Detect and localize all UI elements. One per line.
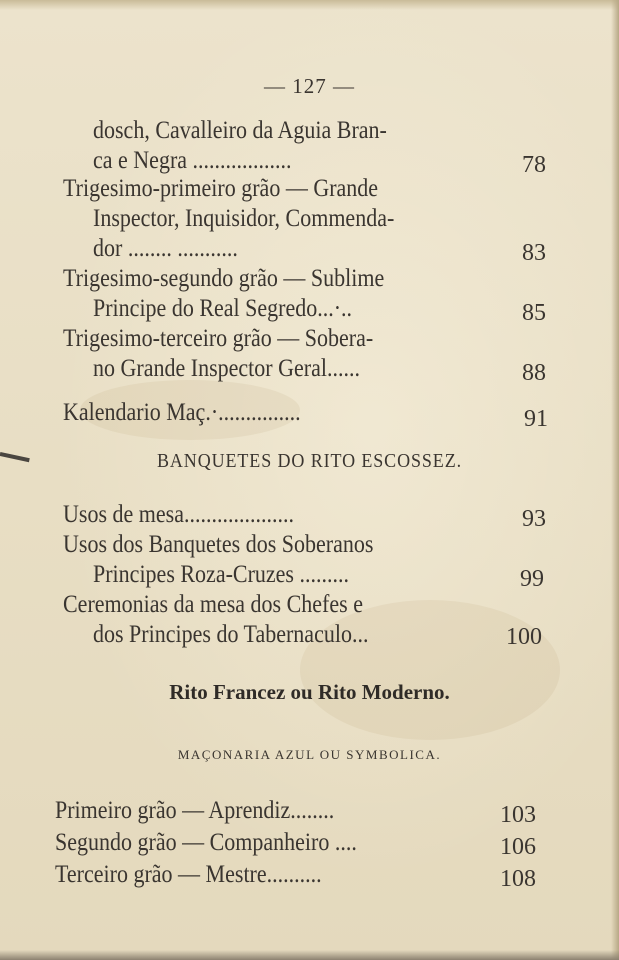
toc-line: no Grande Inspector Geral...... <box>93 355 360 382</box>
toc-line: Usos de mesa.................... <box>63 501 294 528</box>
toc-page-number: 93 <box>522 506 546 532</box>
toc-page-number: 108 <box>500 866 536 892</box>
toc-line: Primeiro grão — Aprendiz........ <box>55 797 335 824</box>
toc-line: Ceremonias da mesa dos Chefes e <box>63 591 363 618</box>
toc-line: Trigesimo-terceiro grão — Sobera- <box>63 325 374 352</box>
section-subheading-maconaria: MAÇONARIA AZUL OU SYMBOLICA. <box>177 747 442 762</box>
toc-line: dos Principes do Tabernaculo... <box>93 621 369 648</box>
toc-line: Usos dos Banquetes dos Soberanos <box>63 531 374 558</box>
toc-line: Segundo grão — Companheiro .... <box>55 829 357 856</box>
toc-line: Trigesimo-primeiro grão — Grande <box>63 175 379 202</box>
toc-page-number: 106 <box>500 834 536 860</box>
toc-line: Principes Roza-Cruzes ......... <box>93 561 349 588</box>
page-bottom-edge <box>0 950 619 960</box>
page-right-edge <box>611 0 619 960</box>
toc-page-number: 83 <box>522 240 546 266</box>
toc-page-number: 91 <box>524 406 548 432</box>
toc-line: Terceiro grão — Mestre.......... <box>55 861 322 888</box>
toc-line: dor ........ ........... <box>93 235 238 262</box>
toc-line: dosch, Cavalleiro da Aguia Bran- <box>93 117 387 144</box>
toc-line: Inspector, Inquisidor, Commenda- <box>93 205 395 232</box>
toc-page-number: 78 <box>522 152 546 178</box>
toc-page-number: 88 <box>522 360 546 386</box>
toc-page-number: 99 <box>520 566 544 592</box>
page-number: — 127 — <box>264 74 355 98</box>
toc-page-number: 103 <box>500 802 536 828</box>
ink-mark <box>0 452 30 462</box>
page-top-edge <box>0 0 619 10</box>
toc-line: Trigesimo-segundo grão — Sublime <box>63 265 385 292</box>
toc-line: Kalendario Maç.·............... <box>63 399 301 426</box>
section-heading-banquetes: BANQUETES DO RITO ESCOSSEZ. <box>157 450 462 472</box>
section-heading-rito-francez: Rito Francez ou Rito Moderno. <box>169 680 450 704</box>
toc-line: ca e Negra .................. <box>93 147 292 174</box>
toc-page-number: 100 <box>506 624 542 650</box>
toc-page-number: 85 <box>522 300 546 326</box>
toc-line: Principe do Real Segredo...·.. <box>93 295 353 322</box>
